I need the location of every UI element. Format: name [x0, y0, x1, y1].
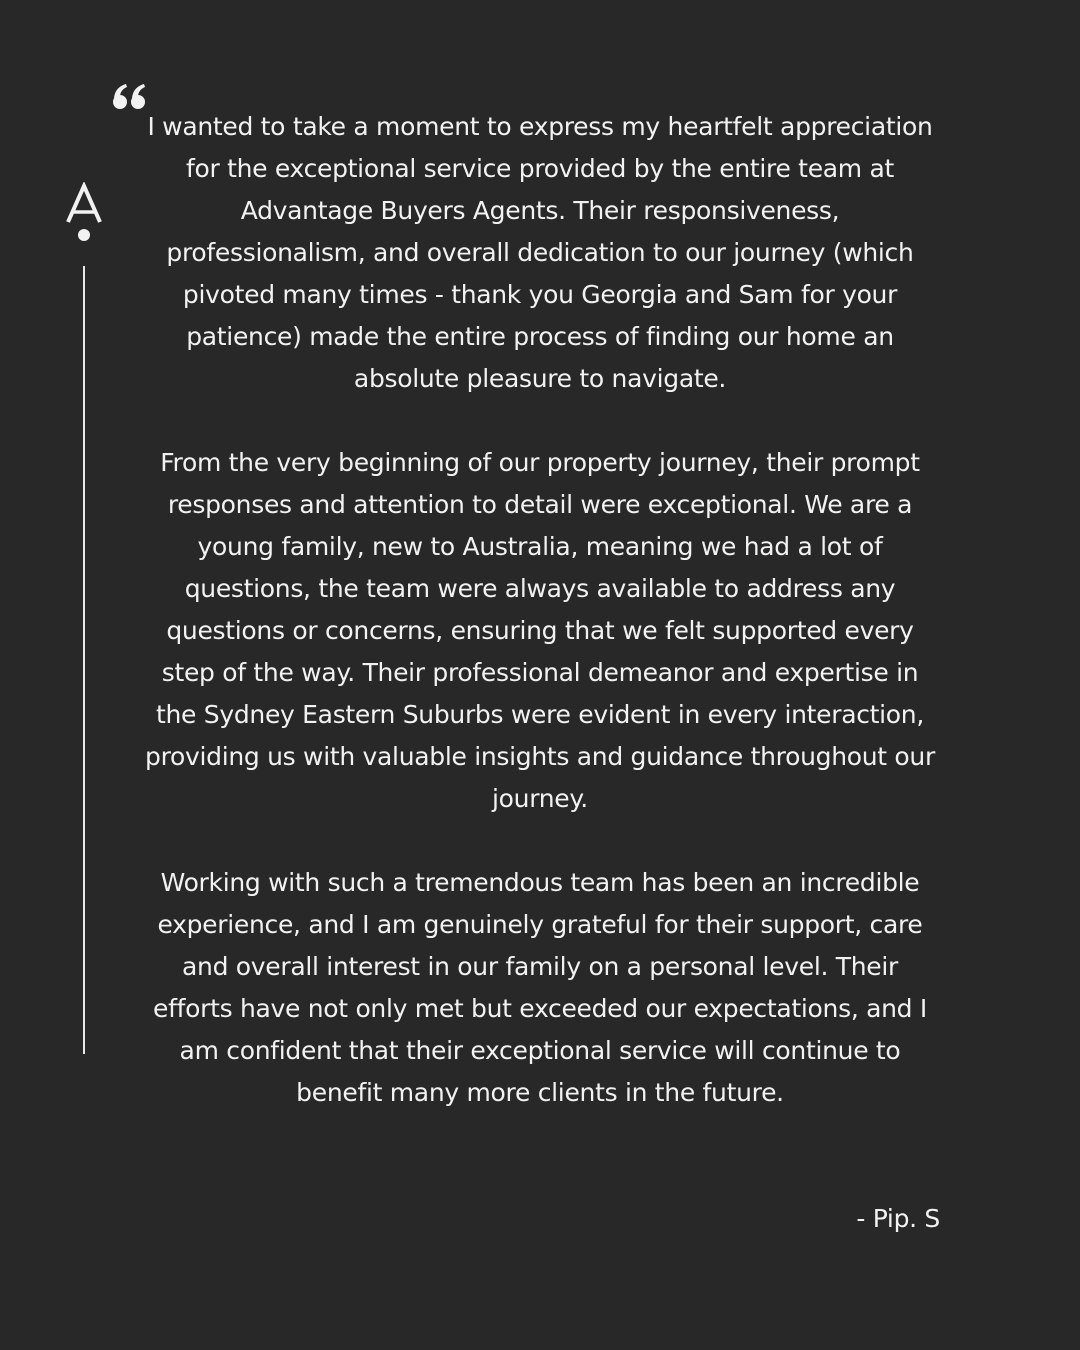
advantage-a-logo-icon	[62, 182, 106, 242]
testimonial-body	[140, 106, 940, 1114]
testimonial-author: - Pip. S	[856, 1204, 940, 1233]
vertical-divider	[83, 266, 85, 1054]
testimonial-paragraph-1: I wanted to take a moment to express my heartfelt appreciation for the exceptional service provided by the entire team at Advantage Buyers Agents. Their responsiveness, professionalism, and overall dedication to our journey (which pivoted many times - thank you Georgia and Sam for your patience) made the entire process of finding our home an absolute pleasure to navigate.	[147, 112, 933, 393]
testimonial-paragraph-3: Working with such a tremendous team has been an incredible experience, and I am genuinely grateful for their support, care and overall interest in our family on a personal level. Their efforts have not only met but exceeded our expectations, and I am confident that their exceptional service will continue to benefit many more clients in the future.	[153, 868, 927, 1107]
testimonial-paragraph-2: From the very beginning of our property journey, their prompt responses and attention to detail were exceptional. We are a young family, new to Australia, meaning we had a lot of questions, the team were always available to address any questions or concerns, ensuring that we felt supported every step of the way. Their professional demeanor and expertise in the Sydney Eastern Suburbs were evident in every interaction, providing us with valuable insights and guidance throughout our journey.	[145, 448, 935, 813]
